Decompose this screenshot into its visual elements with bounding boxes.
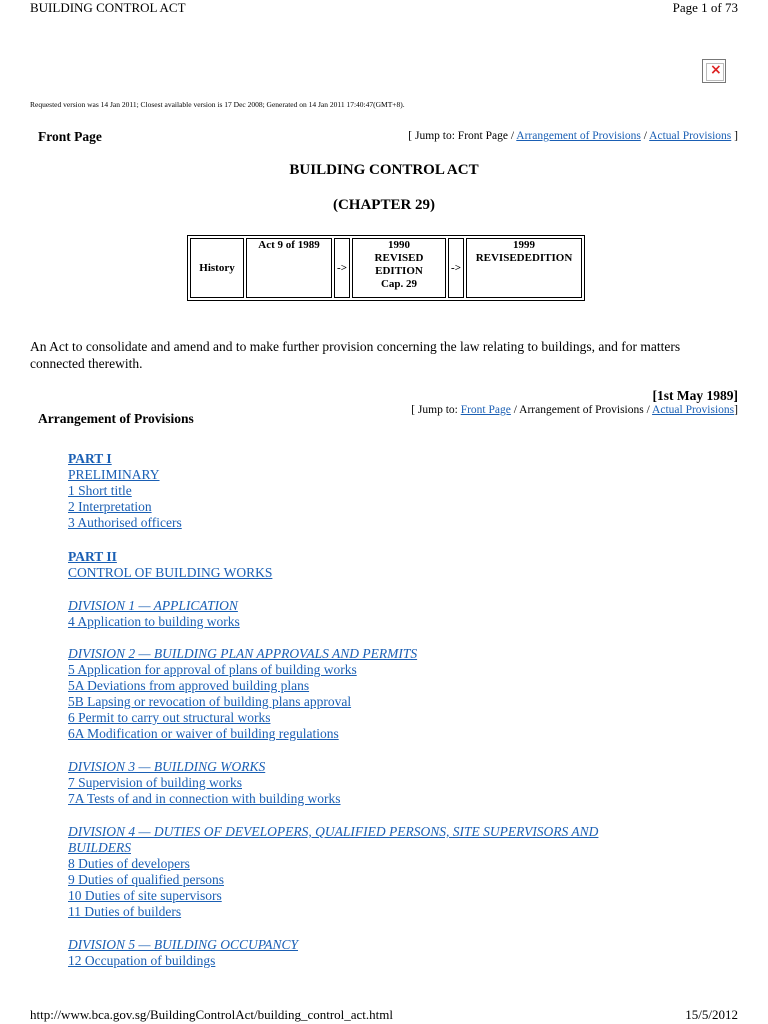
toc-division-5 [68,937,298,969]
toc-division-3 [68,759,341,807]
toc-division-4-title[interactable]: DIVISION 4 — DUTIES OF DEVELOPERS, QUALIFIED PERSONS, SITE SUPERVISORS AND [68,824,599,839]
toc-division-1-title[interactable]: DIVISION 1 — APPLICATION [68,598,238,613]
toc-division-2 [68,646,417,742]
toc-item[interactable]: 1 Short title [68,483,132,498]
history-act-9-1989: Act 9 of 1989 [246,238,332,298]
toc-item[interactable]: 12 Occupation of buildings [68,953,216,968]
toc-item[interactable]: 6A Modification or waiver of building regulations [68,726,339,741]
history-table-wrapper [187,235,585,301]
act-title: BUILDING CONTROL ACT [289,162,479,178]
version-note: Requested version was 14 Jan 2011; Closest available version is 17 Dec 2008; Generated on 14 Jan 2011 17:40:47(GMT+8). [30,100,405,109]
history-arrow: -> [448,238,464,298]
toc-part-2-label[interactable]: PART II [68,549,117,564]
print-footer-url: http://www.bca.gov.sg/BuildingControlAct/building_control_act.html [30,1007,394,1022]
toc-division-1 [68,598,240,630]
history-table [187,235,585,301]
mid-jump-nav [411,404,738,416]
toc-item[interactable]: 2 Interpretation [68,499,152,514]
toc-item[interactable]: 7A Tests of and in connection with building works [68,791,341,806]
toc-item[interactable]: 6 Permit to carry out structural works [68,710,271,725]
toc-division-5-title[interactable]: DIVISION 5 — BUILDING OCCUPANCY [68,937,299,952]
jump-suffix: ] [734,404,738,416]
link-actual-provisions[interactable]: Actual Provisions [652,404,735,416]
toc-item[interactable]: 3 Authorised officers [68,515,182,530]
toc-part-2 [68,549,272,581]
arrangement-heading: Arrangement of Provisions [38,411,194,426]
toc-item[interactable]: 8 Duties of developers [68,856,190,871]
print-header-title: BUILDING CONTROL ACT [30,0,186,15]
link-arrangement-of-provisions[interactable]: Arrangement of Provisions [516,130,641,142]
history-1990-revised-edition [352,238,446,298]
history-1999-label: REVISEDEDITION [475,252,573,264]
link-front-page[interactable]: Front Page [460,404,511,416]
history-1990-year: 1990 [388,239,410,251]
toc-item[interactable]: 10 Duties of site supervisors [68,888,222,903]
jump-suffix: ] [731,130,738,142]
toc-item[interactable]: 9 Duties of qualified persons [68,872,224,887]
page-indicator: Page 1 of 73 [672,0,738,15]
history-1990-revised: REVISED [374,252,424,264]
jump-separator: / [640,130,650,142]
toc-part-1-title[interactable]: PRELIMINARY [68,467,160,482]
long-title-paragraph: An Act to consolidate and amend and to make further provision concerning the law relating to buildings, and for matters connected therewith. [30,339,681,371]
toc-item[interactable]: 7 Supervision of building works [68,775,242,790]
toc-part-1 [68,451,182,531]
history-arrow: -> [334,238,350,298]
toc-item[interactable]: 11 Duties of builders [68,904,182,919]
toc-division-4-title-cont[interactable]: BUILDERS [68,840,131,855]
toc-division-4 [68,824,598,920]
toc-item[interactable]: 5A Deviations from approved building plans [68,678,310,693]
history-label: History [190,238,244,298]
act-chapter: (CHAPTER 29) [332,197,436,213]
jump-middle-text: / Arrangement of Provisions / [510,404,653,416]
history-1999-revised-edition [466,238,582,298]
link-actual-provisions[interactable]: Actual Provisions [649,130,732,142]
toc-part-1-label[interactable]: PART I [68,451,112,466]
history-1990-edition: EDITION [375,265,423,277]
top-jump-nav [408,130,738,142]
front-page-label: Front Page [38,129,102,144]
jump-separator: / [507,130,517,142]
jump-prefix: [ Jump to: [411,404,461,416]
history-1990-cap: Cap. 29 [380,278,418,290]
toc-division-3-title[interactable]: DIVISION 3 — BUILDING WORKS [68,759,266,774]
toc-item[interactable]: 5B Lapsing or revocation of building plans approval [68,694,352,709]
broken-image-icon: × [702,59,726,83]
toc-part-2-title[interactable]: CONTROL OF BUILDING WORKS [68,565,273,580]
toc-division-2-title[interactable]: DIVISION 2 — BUILDING PLAN APPROVALS AND PERMITS [68,646,418,661]
toc-item[interactable]: 5 Application for approval of plans of building works [68,662,357,677]
commencement-date: [1st May 1989] [652,388,738,403]
toc-item[interactable]: 4 Application to building works [68,614,240,629]
history-1999-year: 1999 [513,239,535,251]
jump-prefix: [ Jump to: Front Page [408,130,508,142]
print-footer-date: 15/5/2012 [685,1007,738,1022]
